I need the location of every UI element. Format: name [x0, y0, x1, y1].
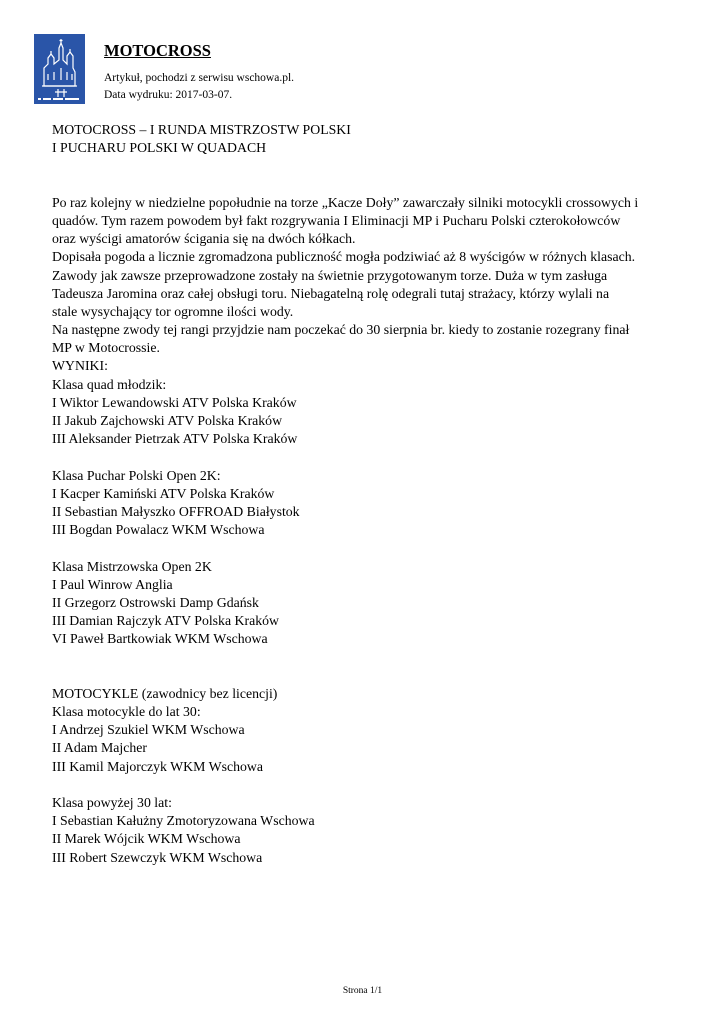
spacer [52, 157, 692, 175]
blank-line [52, 667, 692, 685]
article-text-line: I Sebastian Kałużny Zmotoryzowana Wschowa [52, 813, 315, 829]
article-text-line: WYNIKI: [52, 358, 108, 374]
blank-line [52, 448, 692, 466]
article-text-line: III Kamil Majorczyk WKM Wschowa [52, 758, 263, 774]
article-text-line: stale wysychający tor ogromne ilości wody. [52, 303, 294, 319]
article-heading-line: I PUCHARU POLSKI W QUADACH [52, 140, 267, 156]
spacer [52, 176, 692, 194]
article-text-line: Tadeusza Jaromina oraz całej obsługi toru. Niebagatelną rolę odegrali tutaj strażacy, którzy wylali na [52, 285, 610, 301]
article-text-line: II Jakub Zajchowski ATV Polska Kraków [52, 413, 283, 428]
article-text-line: oraz wyścigi amatorów ścigania się na dwóch kółkach. [52, 231, 356, 247]
article-text-line: II Grzegorz Ostrowski Damp Gdańsk [52, 594, 259, 610]
page-number: Strona 1/1 [342, 986, 383, 996]
article-text-line: II Adam Majcher [52, 740, 148, 756]
article-text-line: Klasa quad młodzik: [52, 376, 167, 392]
article-text-line: Dopisała pogoda a licznie zgromadzona publiczność mogła podziwiać aż 8 wyścigów w różnych klasach. [52, 249, 636, 265]
article-text-line: I Andrzej Szukiel WKM Wschowa [52, 722, 245, 738]
article-text-line: II Sebastian Małyszko OFFROAD Białystok [52, 503, 300, 519]
article-text-line: III Bogdan Powalacz WKM Wschowa [52, 522, 265, 538]
article-text-line: III Aleksander Pietrzak ATV Polska Kraków [52, 431, 298, 447]
page-title: MOTOCROSS [104, 41, 211, 60]
article-text-line: Klasa Puchar Polski Open 2K: [52, 467, 221, 483]
blank-line [52, 539, 692, 557]
article-text-line: II Marek Wójcik WKM Wschowa [52, 831, 241, 847]
article-content [52, 121, 692, 867]
article-text-line: Klasa motocykle do lat 30: [52, 704, 201, 719]
wschowa-town-crest-icon [34, 34, 85, 104]
article-text-line: I Wiktor Lewandowski ATV Polska Kraków [52, 394, 297, 410]
article-text-line: I Kacper Kamiński ATV Polska Kraków [52, 485, 275, 501]
article-text-line: I Paul Winrow Anglia [52, 576, 173, 592]
article-text-line: Po raz kolejny w niedzielne popołudnie na torze „Kacze Doły” zawarczały silniki motocykli crossowych i [52, 194, 639, 210]
article-body [52, 194, 692, 867]
article-text-line: III Damian Rajczyk ATV Polska Kraków [52, 613, 279, 629]
blank-line [52, 776, 692, 794]
article-text-line: VI Paweł Bartkowiak WKM Wschowa [52, 631, 268, 647]
article-text-line: III Robert Szewczyk WKM Wschowa [52, 849, 263, 865]
article-text-line: Klasa Mistrzowska Open 2K [52, 558, 212, 574]
article-text-line: Na następne zwody tej rangi przyjdzie nam poczekać do 30 sierpnia br. kiedy to zostanie rozegrany finał [52, 322, 630, 338]
article-text-line: Klasa powyżej 30 lat: [52, 794, 172, 810]
article-heading-line: MOTOCROSS – I RUNDA MISTRZOSTW POLSKI [52, 122, 351, 137]
article-meta [104, 70, 294, 104]
article-source: Artykuł, pochodzi z serwisu wschowa.pl. [104, 72, 295, 84]
article-text-line: Zawody jak zawsze przeprowadzone zostały na świetnie przygotowanym torze. Duża w tym zasługa [52, 267, 608, 283]
article-text-line: MP w Motocrossie. [52, 340, 160, 356]
article-text-line: MOTOCYKLE (zawodnicy bez licencji) [52, 685, 278, 701]
print-date: Data wydruku: 2017-03-07. [104, 89, 233, 101]
article-text-line: quadów. Tym razem powodem był fakt rozgrywania I Eliminacji MP i Pucharu Polski czterokołowców [52, 212, 621, 228]
blank-line [52, 648, 692, 666]
